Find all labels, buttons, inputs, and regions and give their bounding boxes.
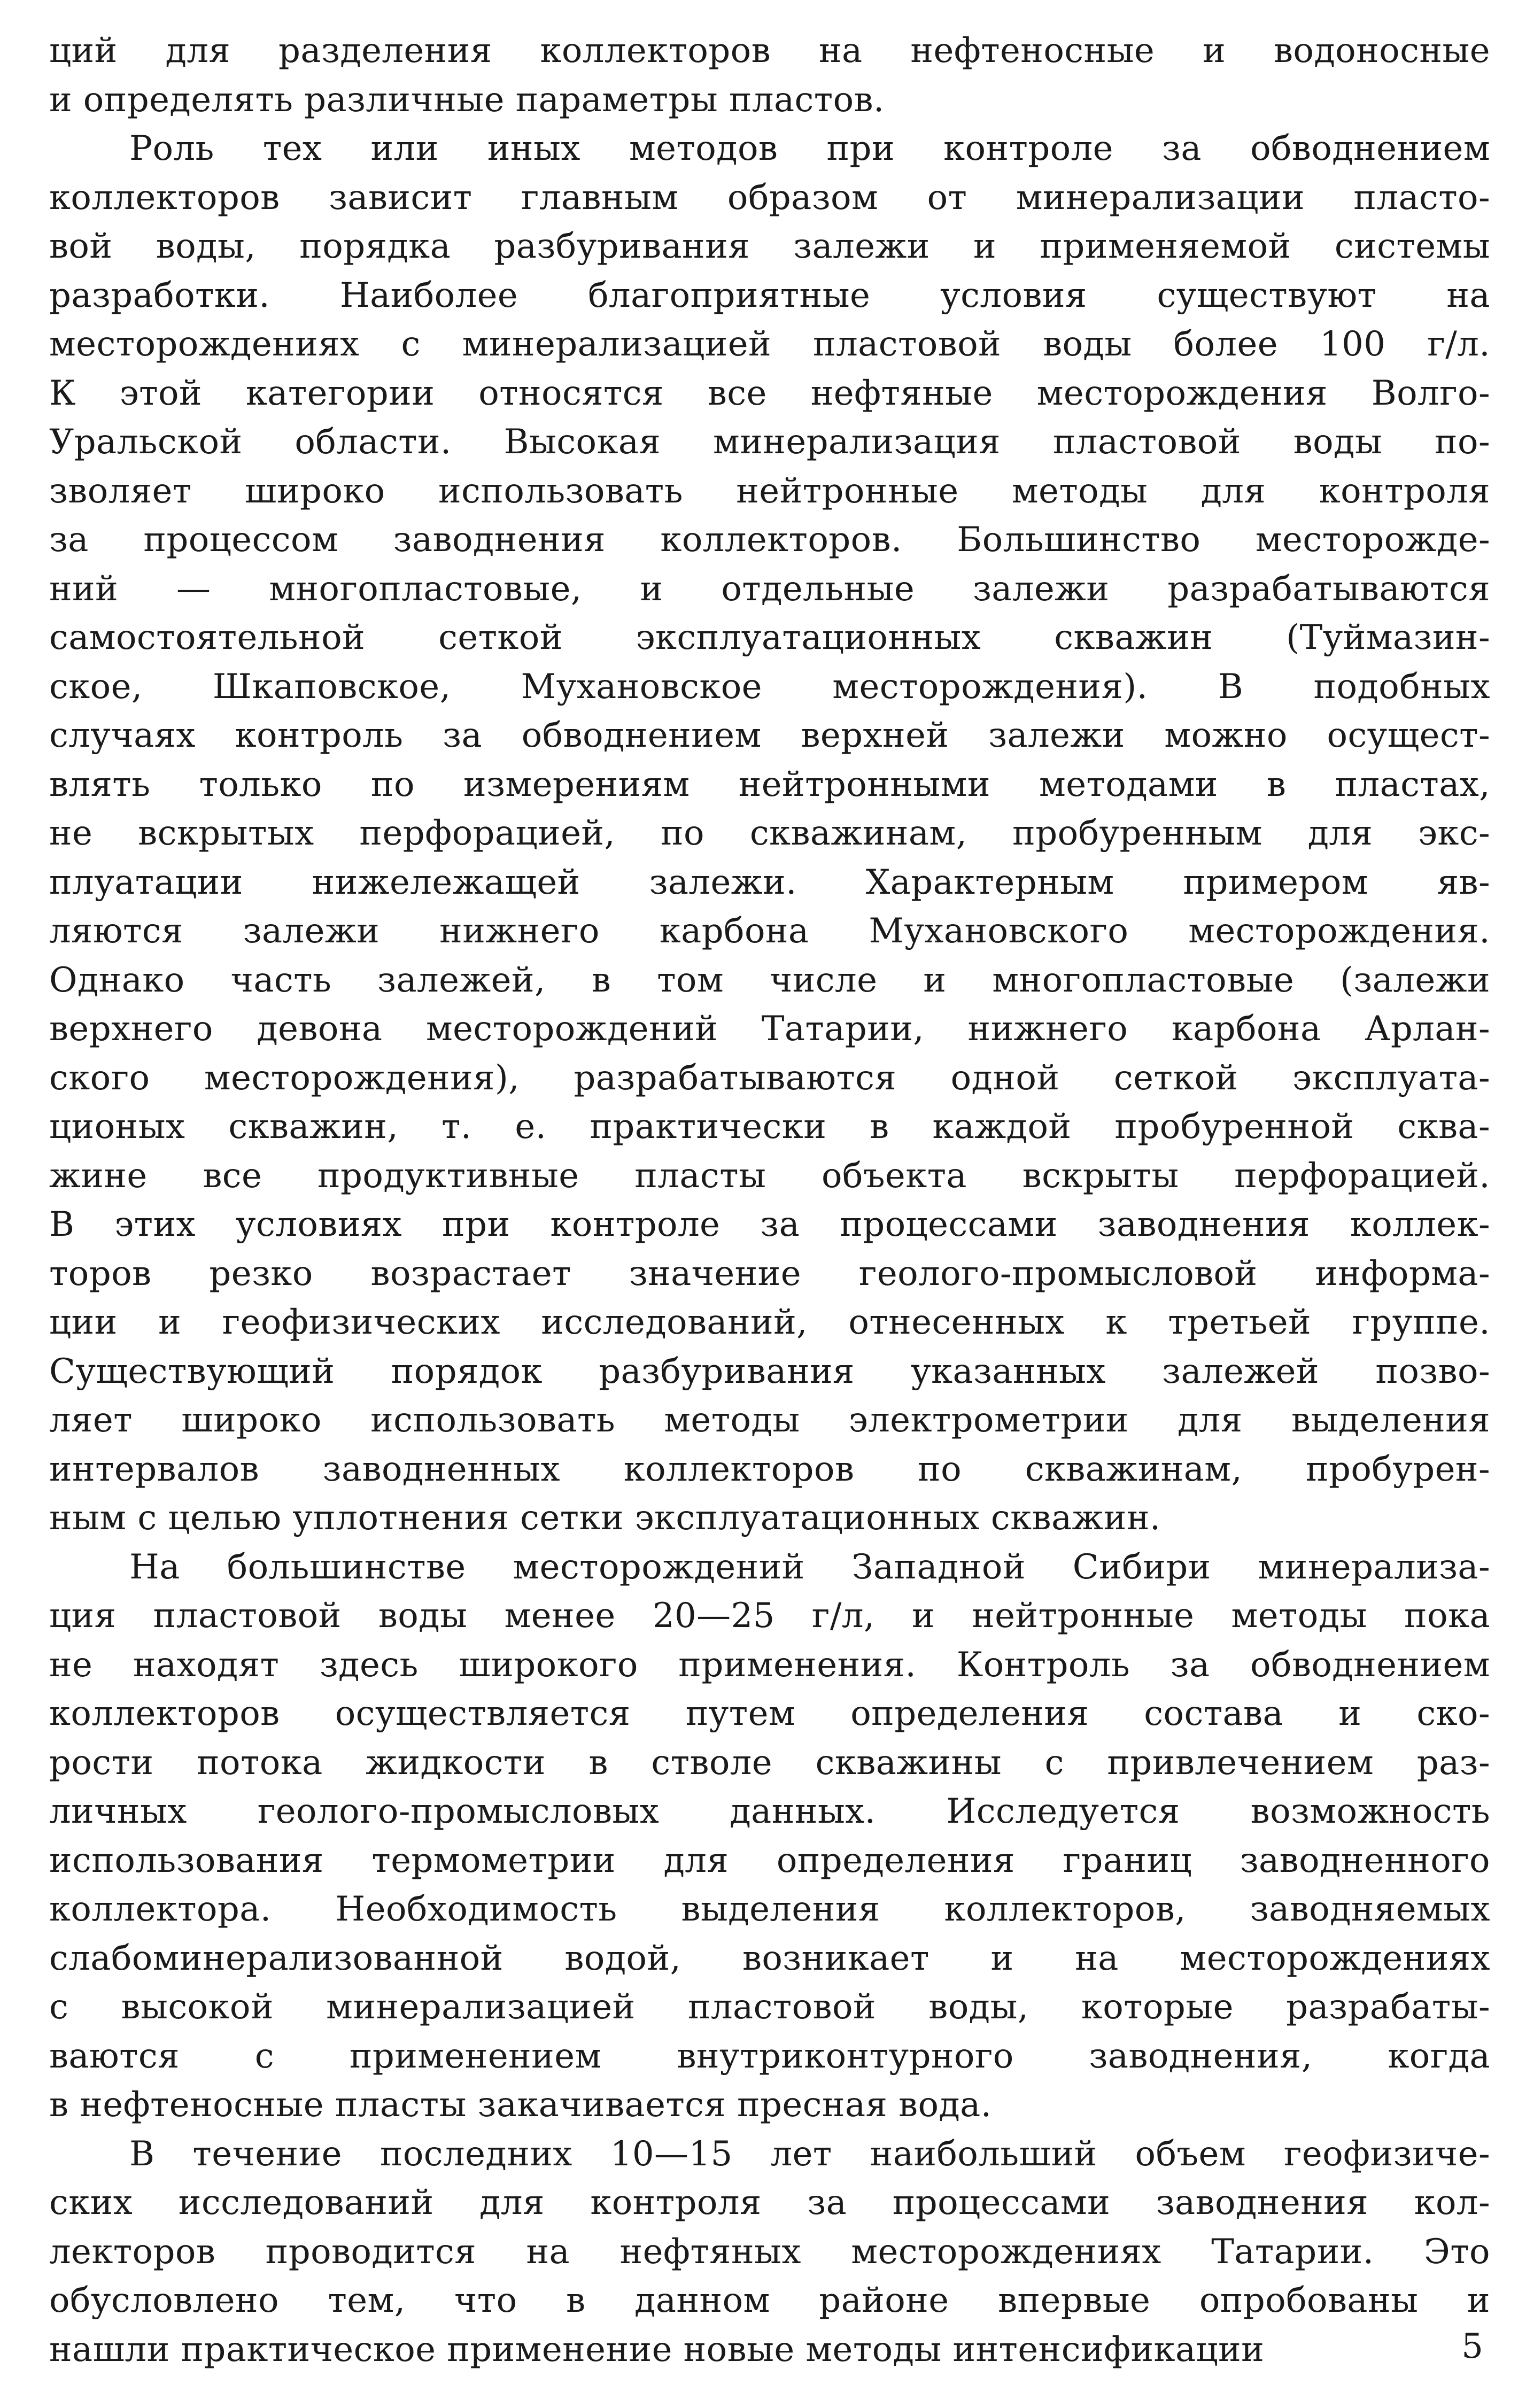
text-line: коллекторов осуществляется путем определения состава и ско-: [49, 1694, 1490, 1733]
text-line: лекторов проводится на нефтяных месторождениях Татарии. Это: [49, 2232, 1490, 2272]
text-line: зволяет широко использовать нейтронные методы для контроля: [49, 471, 1490, 511]
text-line: рости потока жидкости в стволе скважины с привлечением раз-: [49, 1743, 1490, 1783]
text-line: Однако часть залежей, в том числе и многопластовые (залежи: [49, 960, 1490, 1000]
text-line: разработки. Наиболее благоприятные условия существуют на: [49, 275, 1490, 315]
text-line: влять только по измерениям нейтронными методами в пластах,: [49, 764, 1490, 804]
text-line: ным с целью уплотнения сетки эксплуатационных скважин.: [49, 1498, 1161, 1538]
text-line: ского месторождения), разрабатываются одной сеткой эксплуата-: [49, 1058, 1490, 1098]
text-line: и определять различные параметры пластов.: [49, 80, 885, 120]
text-line: ционых скважин, т. е. практически в каждой пробуренной сква-: [49, 1107, 1490, 1147]
text-line: ляет широко использовать методы электрометрии для выделения: [49, 1400, 1490, 1440]
text-line: интервалов заводненных коллекторов по скважинам, пробурен-: [49, 1449, 1490, 1489]
text-line: коллекторов зависит главным образом от минерализации пласто-: [49, 177, 1490, 218]
text-line: за процессом заводнения коллекторов. Большинство месторожде-: [49, 520, 1490, 560]
text-line: случаях контроль за обводнением верхней залежи можно осущест-: [49, 716, 1490, 755]
text-line: ских исследований для контроля за процессами заводнения кол-: [49, 2183, 1490, 2223]
text-line: ний — многопластовые, и отдельные залежи разрабатываются: [49, 569, 1490, 609]
text-line: Существующий порядок разбуривания указанных залежей позво-: [49, 1351, 1490, 1391]
text-line: Уральской области. Высокая минерализация пластовой воды по-: [49, 422, 1490, 462]
text-line: ции и геофизических исследований, отнесенных к третьей группе.: [49, 1303, 1490, 1342]
text-line: ляются залежи нижнего карбона Мухановского месторождения.: [49, 911, 1490, 951]
text-line: ций для разделения коллекторов на нефтеносные и водоносные: [49, 31, 1490, 71]
text-line: Роль тех или иных методов при контроле за обводнением: [129, 129, 1490, 168]
text-line: в нефтеносные пласты закачивается пресная вода.: [49, 2085, 992, 2125]
page-number: 5: [1461, 2327, 1483, 2366]
text-line: нашли практическое применение новые методы интенсификации: [49, 2329, 1265, 2370]
text-line: слабоминерализованной водой, возникает и на месторождениях: [49, 1938, 1490, 1978]
paragraph: [49, 27, 1490, 125]
text-line: не находят здесь широкого применения. Контроль за обводнением: [49, 1645, 1490, 1685]
text-line: личных геолого-промысловых данных. Исследуется возможность: [49, 1792, 1490, 1831]
text-line: жине все продуктивные пласты объекта вскрыты перфорацией.: [49, 1156, 1490, 1196]
text-line: самостоятельной сеткой эксплуатационных скважин (Туймазин-: [49, 618, 1490, 657]
text-line: использования термометрии для определения границ заводненного: [49, 1840, 1490, 1880]
text-line: К этой категории относятся все нефтяные месторождения Волго-: [49, 373, 1490, 413]
text-line: коллектора. Необходимость выделения коллекторов, заводняемых: [49, 1890, 1490, 1929]
text-line: ция пластовой воды менее 20—25 г/л, и нейтронные методы пока: [49, 1596, 1490, 1636]
text-line: В течение последних 10—15 лет наибольший объем геофизиче-: [129, 2134, 1490, 2174]
text-line: торов резко возрастает значение геолого-промысловой информа-: [49, 1253, 1490, 1294]
paragraph: [49, 125, 1490, 1543]
text-line: с высокой минерализацией пластовой воды, которые разрабаты-: [49, 1987, 1490, 2027]
text-line: ваются с применением внутриконтурного заводнения, когда: [49, 2036, 1490, 2076]
text-line: плуатации нижележащей залежи. Характерным примером яв-: [49, 862, 1490, 902]
body-text: [49, 27, 1490, 2374]
paragraph: [49, 2130, 1490, 2375]
paragraph: [49, 1543, 1490, 2130]
text-line: не вскрытых перфорацией, по скважинам, пробуренным для экс-: [49, 814, 1490, 853]
text-line: обусловлено тем, что в данном районе впервые опробованы и: [49, 2281, 1490, 2320]
text-line: На большинстве месторождений Западной Сибири минерализа-: [129, 1547, 1490, 1587]
text-line: верхнего девона месторождений Татарии, нижнего карбона Арлан-: [49, 1009, 1490, 1049]
text-line: В этих условиях при контроле за процессами заводнения коллек-: [49, 1205, 1490, 1244]
text-line: месторождениях с минерализацией пластовой воды более 100 г/л.: [49, 324, 1490, 364]
text-line: вой воды, порядка разбуривания залежи и применяемой системы: [49, 227, 1490, 266]
text-line: ское, Шкаповское, Мухановское месторождения). В подобных: [49, 667, 1490, 707]
